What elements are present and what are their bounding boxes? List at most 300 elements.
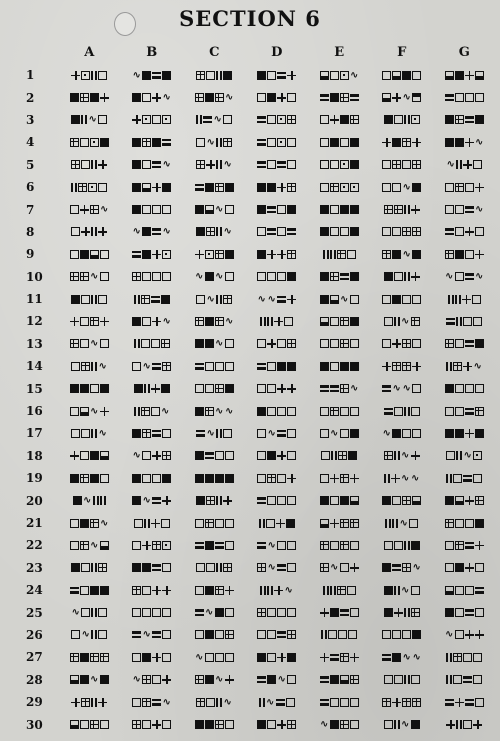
- code-cell-c: [183, 519, 246, 528]
- filled-square-icon: [320, 496, 329, 505]
- symbol-code: [257, 720, 296, 729]
- open-square-icon: [463, 317, 472, 326]
- squiggle-icon: ∿: [412, 651, 421, 663]
- code-cell-a: [58, 675, 121, 684]
- filled-square-icon: [320, 295, 329, 304]
- open-square-icon: [475, 698, 484, 707]
- equals-bars-icon: [382, 653, 391, 662]
- open-square-icon: [90, 384, 99, 393]
- squiggle-icon: ∿: [401, 584, 410, 596]
- symbol-code: [132, 250, 171, 259]
- filled-square-icon: [445, 115, 454, 124]
- open-square-icon: [215, 653, 224, 662]
- filled-square-icon: [132, 496, 141, 505]
- square-grid-icon: [402, 698, 411, 707]
- code-cell-f: [371, 630, 434, 639]
- symbol-code: [382, 183, 421, 192]
- symbol-code: [323, 586, 356, 595]
- symbol-code: [70, 653, 109, 662]
- double-bar-icon: [216, 563, 222, 572]
- open-square-icon: [195, 586, 204, 595]
- open-square-icon: [196, 138, 205, 147]
- open-square-icon: [392, 183, 401, 192]
- table-row: [18, 243, 496, 265]
- code-cell-a: [58, 519, 121, 528]
- code-cell-c: [183, 720, 246, 729]
- plus-icon: [320, 608, 329, 617]
- squiggle-icon: ∿: [100, 517, 109, 529]
- square-grid-icon: [384, 205, 393, 214]
- square-grid-icon: [195, 675, 204, 684]
- code-cell-d: [246, 541, 309, 550]
- open-square-icon: [445, 563, 454, 572]
- open-square-icon: [196, 563, 205, 572]
- row-number: 11: [26, 292, 43, 307]
- open-square-icon: [412, 429, 421, 438]
- open-square-icon: [384, 541, 393, 550]
- squiggle-icon: ∿: [350, 383, 359, 395]
- symbol-code: [257, 630, 296, 639]
- symbol-code: [196, 698, 232, 707]
- filled-square-icon: [287, 653, 296, 662]
- open-square-icon: [475, 227, 484, 236]
- row-number: 19: [26, 471, 43, 486]
- code-cell-d: [246, 630, 309, 639]
- square-bottom-filled-icon: [412, 496, 421, 505]
- equals-bars-icon: [465, 608, 474, 617]
- double-bar-icon: [260, 317, 266, 326]
- square-grid-icon: [340, 317, 349, 326]
- open-square-icon: [340, 563, 349, 572]
- symbol-code: [257, 384, 296, 393]
- open-square-icon: [257, 272, 266, 281]
- equals-bars-icon: [162, 138, 171, 147]
- filled-square-icon: [71, 563, 80, 572]
- open-square-icon: [100, 720, 109, 729]
- plus-icon: [195, 250, 204, 259]
- double-bar-icon: [91, 227, 97, 236]
- code-cell-a: [58, 71, 121, 80]
- square-bottom-filled-icon: [475, 71, 484, 80]
- filled-square-icon: [455, 429, 464, 438]
- code-cell-a: [58, 720, 121, 729]
- filled-square-icon: [330, 93, 339, 102]
- square-grid-icon: [412, 227, 421, 236]
- open-square-icon: [455, 227, 464, 236]
- filled-square-icon: [161, 384, 170, 393]
- symbol-code: [257, 429, 296, 438]
- filled-square-icon: [445, 429, 454, 438]
- open-square-icon: [81, 563, 90, 572]
- symbol-code: [445, 205, 484, 214]
- square-grid-icon: [80, 541, 89, 550]
- square-with-dot-icon: [277, 138, 286, 147]
- equals-bars-icon: [320, 93, 329, 102]
- column-header-c: C: [209, 44, 220, 60]
- code-cell-d: [246, 698, 309, 707]
- row-number: 6: [26, 180, 35, 195]
- symbol-code: [382, 160, 421, 169]
- open-square-icon: [394, 407, 403, 416]
- double-bar-icon: [91, 698, 97, 707]
- open-square-icon: [445, 205, 454, 214]
- square-grid-icon: [340, 384, 349, 393]
- filled-square-icon: [455, 138, 464, 147]
- code-cell-g: [433, 339, 496, 348]
- square-grid-icon: [141, 407, 150, 416]
- double-bar-icon: [446, 675, 452, 684]
- plus-icon: [162, 586, 171, 595]
- square-grid-icon: [215, 384, 224, 393]
- double-bar-icon: [267, 317, 273, 326]
- open-square-icon: [455, 608, 464, 617]
- square-with-dot-icon: [350, 183, 359, 192]
- equals-bars-icon: [445, 93, 454, 102]
- filled-square-icon: [267, 93, 276, 102]
- open-square-icon: [267, 272, 276, 281]
- code-cell-f: [371, 563, 434, 572]
- square-grid-icon: [350, 115, 359, 124]
- double-bar-icon: [259, 698, 265, 707]
- open-square-icon: [340, 407, 349, 416]
- code-cell-f: [371, 138, 434, 147]
- square-grid-icon: [71, 160, 80, 169]
- plus-icon: [162, 675, 171, 684]
- open-square-icon: [80, 586, 89, 595]
- symbol-code: [320, 93, 359, 102]
- equals-bars-icon: [320, 675, 329, 684]
- table-row: [18, 557, 496, 579]
- open-square-icon: [100, 272, 109, 281]
- table-row: [18, 288, 496, 310]
- symbol-code: [320, 272, 359, 281]
- double-bar-icon: [330, 586, 336, 595]
- code-cell-e: [308, 93, 371, 102]
- column-header-row: [18, 40, 496, 64]
- code-cell-e: [308, 698, 371, 707]
- open-square-icon: [384, 720, 393, 729]
- symbol-code: [71, 71, 107, 80]
- code-cell-g: [433, 138, 496, 147]
- filled-square-icon: [100, 675, 109, 684]
- symbol-code: [320, 205, 359, 214]
- code-cell-e: [308, 362, 371, 371]
- open-square-icon: [330, 317, 339, 326]
- row-number: 9: [26, 247, 35, 262]
- code-cell-c: [183, 407, 246, 416]
- double-bar-icon: [144, 519, 150, 528]
- filled-square-icon: [223, 71, 232, 80]
- filled-square-icon: [330, 608, 339, 617]
- square-grid-icon: [196, 71, 205, 80]
- square-with-dot-icon: [473, 451, 482, 460]
- code-cell-c: [183, 608, 246, 617]
- square-with-dot-icon: [340, 71, 349, 80]
- symbol-code: [195, 183, 234, 192]
- plus-icon: [100, 93, 109, 102]
- open-square-icon: [225, 541, 234, 550]
- symbol-code: [70, 586, 109, 595]
- plus-icon: [465, 138, 474, 147]
- square-grid-icon: [411, 608, 420, 617]
- code-cell-b: [121, 71, 184, 80]
- table-row: [18, 131, 496, 153]
- symbol-code: [382, 563, 421, 572]
- code-cell-b: [121, 451, 184, 460]
- code-cell-g: [433, 205, 496, 214]
- filled-square-icon: [132, 563, 141, 572]
- filled-square-icon: [195, 474, 204, 483]
- symbol-code: [320, 160, 359, 169]
- code-cell-b: [121, 205, 184, 214]
- symbol-code: [196, 71, 232, 80]
- open-square-icon: [267, 407, 276, 416]
- symbol-code: [257, 160, 296, 169]
- double-bar-icon: [446, 474, 452, 483]
- symbol-code: [384, 720, 420, 729]
- code-cell-d: [246, 71, 309, 80]
- filled-square-icon: [257, 653, 266, 662]
- plus-icon: [274, 317, 283, 326]
- code-cell-a: [58, 608, 121, 617]
- symbol-code: [71, 295, 107, 304]
- open-square-icon: [473, 317, 482, 326]
- column-header-d: D: [271, 44, 283, 60]
- filled-square-icon: [225, 384, 234, 393]
- filled-square-icon: [205, 183, 214, 192]
- code-cell-f: [371, 205, 434, 214]
- double-bar-icon: [404, 272, 410, 281]
- symbol-code: [320, 519, 359, 528]
- code-cell-d: [246, 227, 309, 236]
- square-with-dot-icon: [277, 115, 286, 124]
- open-square-icon: [225, 451, 234, 460]
- code-cell-d: [246, 205, 309, 214]
- symbol-code: [132, 160, 171, 169]
- double-bar-icon: [134, 295, 140, 304]
- square-grid-icon: [337, 250, 346, 259]
- column-header-g: G: [458, 44, 470, 60]
- code-cell-d: [246, 362, 309, 371]
- symbol-code: [445, 115, 484, 124]
- symbol-code: [195, 474, 234, 483]
- double-bar-icon: [446, 362, 452, 371]
- symbol-code: [257, 71, 296, 80]
- symbol-code: [257, 541, 296, 550]
- double-bar-icon: [216, 138, 222, 147]
- open-square-icon: [475, 93, 484, 102]
- code-cell-a: [58, 227, 121, 236]
- code-cell-f: [371, 295, 434, 304]
- code-cell-b: [121, 563, 184, 572]
- open-square-icon: [475, 384, 484, 393]
- squiggle-icon: ∿: [90, 674, 99, 686]
- row-number: 16: [26, 404, 43, 419]
- squiggle-icon: ∿: [475, 271, 484, 283]
- symbol-code: [70, 138, 109, 147]
- row-number: 4: [26, 135, 35, 150]
- square-grid-icon: [132, 720, 141, 729]
- code-cell-b: [121, 474, 184, 483]
- code-cell-f: [371, 339, 434, 348]
- plus-icon: [162, 496, 171, 505]
- filled-square-icon: [267, 451, 276, 460]
- equals-bars-icon: [463, 474, 472, 483]
- square-bottom-filled-icon: [330, 295, 339, 304]
- open-square-icon: [142, 586, 151, 595]
- plus-icon: [330, 474, 339, 483]
- open-square-icon: [267, 138, 276, 147]
- open-square-icon: [80, 720, 89, 729]
- symbol-code: [445, 698, 484, 707]
- open-square-icon: [134, 519, 143, 528]
- double-bar-icon: [216, 160, 222, 169]
- row-number: 1: [26, 68, 35, 83]
- equals-bars-icon: [445, 227, 454, 236]
- filled-square-icon: [350, 272, 359, 281]
- equals-bars-icon: [152, 227, 161, 236]
- open-square-icon: [382, 295, 391, 304]
- squiggle-icon: ∿: [267, 293, 276, 305]
- filled-square-icon: [267, 183, 276, 192]
- plus-icon: [465, 630, 474, 639]
- symbol-code: [257, 205, 296, 214]
- squiggle-icon: ∿: [445, 629, 454, 641]
- code-cell-b: [121, 138, 184, 147]
- open-square-icon: [267, 384, 276, 393]
- symbol-code: [71, 362, 107, 371]
- equals-bars-icon: [152, 429, 161, 438]
- open-square-icon: [287, 675, 296, 684]
- squiggle-icon: ∿: [215, 674, 224, 686]
- open-square-icon: [80, 317, 89, 326]
- symbol-code: [70, 675, 109, 684]
- plus-icon: [392, 339, 401, 348]
- open-square-icon: [392, 227, 401, 236]
- open-square-icon: [402, 295, 411, 304]
- code-cell-c: [183, 71, 246, 80]
- filled-square-icon: [196, 496, 205, 505]
- filled-square-icon: [205, 720, 214, 729]
- symbol-code: [195, 586, 234, 595]
- filled-square-icon: [340, 496, 349, 505]
- filled-square-icon: [257, 71, 266, 80]
- symbol-code: [382, 339, 421, 348]
- plus-icon: [152, 653, 161, 662]
- square-grid-icon: [142, 429, 151, 438]
- table-row: [18, 691, 496, 713]
- open-square-icon: [257, 384, 266, 393]
- squiggle-icon: ∿: [330, 562, 339, 574]
- equals-bars-icon: [445, 698, 454, 707]
- symbol-code: [132, 272, 171, 281]
- square-bottom-filled-icon: [320, 317, 329, 326]
- code-cell-b: [121, 115, 184, 124]
- plus-icon: [287, 295, 296, 304]
- symbol-code: [445, 586, 484, 595]
- square-grid-icon: [161, 339, 170, 348]
- filled-square-icon: [80, 250, 89, 259]
- square-grid-icon: [287, 339, 296, 348]
- symbol-code: [382, 630, 421, 639]
- code-cell-e: [308, 541, 371, 550]
- open-square-icon: [81, 160, 90, 169]
- symbol-code: [382, 384, 421, 393]
- open-square-icon: [152, 205, 161, 214]
- symbol-code: [445, 250, 484, 259]
- open-square-icon: [465, 93, 474, 102]
- symbol-code: [257, 227, 296, 236]
- plus-icon: [276, 519, 285, 528]
- squiggle-icon: ∿: [100, 204, 109, 216]
- open-square-icon: [330, 698, 339, 707]
- filled-square-icon: [132, 160, 141, 169]
- table-row: [18, 176, 496, 198]
- filled-square-icon: [340, 115, 349, 124]
- filled-square-icon: [287, 272, 296, 281]
- symbol-code: [445, 339, 484, 348]
- open-square-icon: [382, 630, 391, 639]
- symbol-code: [195, 205, 234, 214]
- equals-bars-icon: [330, 384, 339, 393]
- square-grid-icon: [80, 272, 89, 281]
- symbol-code: [257, 496, 296, 505]
- table-row: [18, 512, 496, 534]
- squiggle-icon: ∿: [223, 159, 232, 171]
- equals-bars-icon: [277, 71, 286, 80]
- code-cell-e: [308, 675, 371, 684]
- squiggle-icon: ∿: [225, 405, 234, 417]
- table-row: [18, 646, 496, 668]
- filled-square-icon: [402, 71, 411, 80]
- filled-square-icon: [100, 384, 109, 393]
- open-square-icon: [206, 71, 215, 80]
- open-square-icon: [257, 429, 266, 438]
- equals-bars-icon: [267, 227, 276, 236]
- open-square-icon: [142, 608, 151, 617]
- table-row: [18, 467, 496, 489]
- open-square-icon: [152, 675, 161, 684]
- code-cell-e: [308, 115, 371, 124]
- plus-icon: [463, 160, 472, 169]
- open-square-icon: [382, 71, 391, 80]
- symbol-code: [382, 93, 421, 102]
- open-square-icon: [412, 295, 421, 304]
- open-square-icon: [286, 698, 295, 707]
- squiggle-icon: ∿: [162, 159, 171, 171]
- filled-square-icon: [80, 653, 89, 662]
- squiggle-icon: ∿: [162, 315, 171, 327]
- code-cell-a: [58, 474, 121, 483]
- code-cell-a: [58, 698, 121, 707]
- filled-square-icon: [257, 250, 266, 259]
- open-square-icon: [142, 474, 151, 483]
- open-square-icon: [412, 384, 421, 393]
- square-grid-icon: [453, 362, 462, 371]
- code-cell-a: [58, 407, 121, 416]
- filled-square-icon: [382, 496, 391, 505]
- code-cell-g: [433, 630, 496, 639]
- open-square-icon: [162, 720, 171, 729]
- square-grid-icon: [215, 317, 224, 326]
- column-header-b: B: [146, 44, 158, 60]
- square-grid-icon: [162, 362, 171, 371]
- open-square-icon: [142, 317, 151, 326]
- open-square-icon: [215, 519, 224, 528]
- filled-square-icon: [350, 429, 359, 438]
- plus-icon: [287, 384, 296, 393]
- plus-icon: [382, 362, 391, 371]
